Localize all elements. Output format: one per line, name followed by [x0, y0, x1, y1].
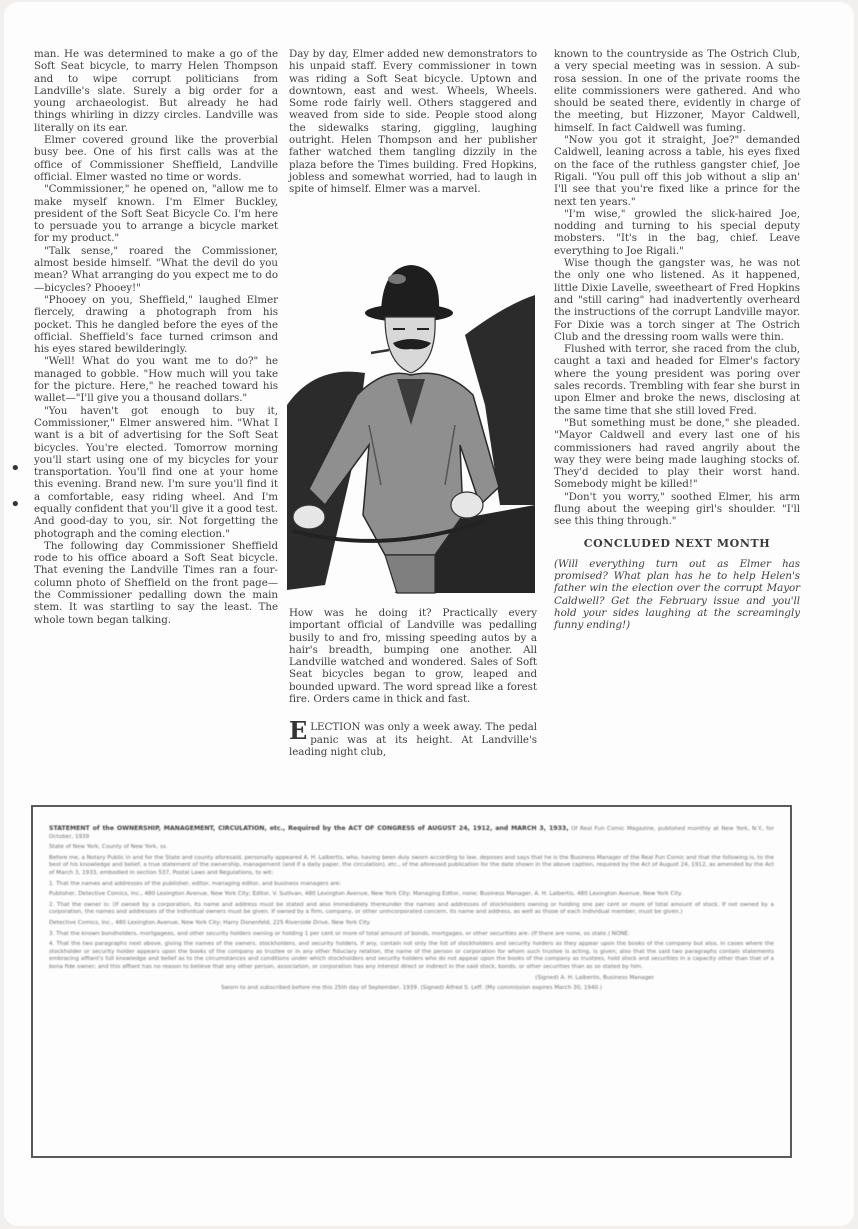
story-column-3 — [554, 48, 800, 632]
story-paragraph: Elmer covered ground like the proverbial busy bee. One of his first calls was at the office of Commissioner Sheffield, Landville official. Elmer wasted no time or words. — [34, 134, 278, 183]
story-paragraph: The following day Commissioner Sheffield rode to his office aboard a Soft Seat bicycle. That evening the Landville Times ran a four-column photo of Sheffield on the front page—the Commissioner pedalling down the main stem. It was startling to say the least. The whole town began talking. — [34, 539, 278, 626]
statement-state-line: State of New York, County of New York, ss. — [49, 844, 168, 851]
story-paragraph: Day by day, Elmer added new demonstrators to his unpaid staff. Every commissioner in town was riding a Soft Seat bicycle. Uptown and downtown, east and west. Wheels, Wheels. Some rode fairly well. Others staggered and weaved from side to side. People stood along the sidewalks staring, giggling, laughing outright. Helen Thompson and her publisher father watched them tangling dizzily in the plaza before the Times building. Fred Hopkins, jobless and somewhat worried, had to laugh in spite of himself. Elmer was a marvel. — [289, 48, 537, 196]
statement-title: STATEMENT of the OWNERSHIP, MANAGEMENT, CIRCULATION, etc., Required by the ACT OF CONGRESS of AUGUST 24, 1912, and MARCH 3, 1933, — [49, 825, 569, 832]
story-paragraph: How was he doing it? Practically every important official of Landville was pedalling busily to and fro, missing speeding autos by a hair's breadth, bumping one another. All Landville watched and wondered. Sales of Soft Seat bicycles began to grow, leaped and bounded upward. The word spread like a forest fire. Orders came in thick and fast. — [289, 607, 537, 706]
next-issue-teaser: (Will everything turn out as Elmer has promised? What plan has he to help Helen's father win the election over the corrupt Mayor Caldwell? Get the February issue and you'll hold your sides laughing at the screamingly funny ending!) — [554, 557, 800, 632]
ownership-statement-box — [31, 805, 792, 1158]
story-column-1 — [34, 48, 278, 626]
statement-paragraph: 2. That the owner is: (If owned by a corporation, its name and address must be stated and also immediately thereunder the names and addresses of stockholders owning or holding one per cent or more of total amount of stock. If not owned by a corporation, the names and addresses of the individual owners must be given. If owned by a firm, company, or other unincorporated concern, its name and address, as well as those of each individual member, must be given.) — [49, 901, 774, 916]
statement-paragraph: Detective Comics, Inc., 480 Lexington Avenue, New York City; Harry Donenfeld, 225 Riverside Drive, New York City. — [49, 919, 371, 926]
story-paragraph: "Talk sense," roared the Commissioner, almost beside himself. "What the devil do you mean? What arranging do you expect me to do—bicycles? Phooey!" — [34, 244, 278, 294]
section-start — [289, 716, 537, 758]
statement-paragraph: Publisher, Detective Comics, Inc., 480 Lexington Avenue, New York City; Editor, V. Sullivan, 480 Lexington Avenue, New York City; Managing Editor, none; Business Manager, A. H. Lalbertis, 480 Lexington Avenue, New York City. — [49, 891, 683, 898]
statement-sworn-line: Sworn to and subscribed before me this 25th day of September, 1939. (Signed) Alfred S. Leff. (My commission expires March 30, 1940.) — [220, 985, 603, 992]
concluded-heading: CONCLUDED NEXT MONTH — [583, 536, 771, 550]
story-paragraph: LECTION was only a week away. The pedal panic was at its height. At Landville's leading night club, — [289, 721, 537, 758]
story-paragraph: "I'm wise," growled the slick-haired Joe, nodding and turning to his special deputy mobsters. "It's in the bag, chief. Leave everything to Joe Rigali." — [554, 207, 800, 257]
statement-paragraph: 4. That the two paragraphs next above, giving the names of the owners, stockholders, and security holders, if any, contain not only the list of stockholders and security holders as they appear upon the books of the company but also, in cases where the stockholder or security holder appears upon the books of the company as trustee or in any other fiduciary relation, the name of the person or corporation for whom such trustee is acting, is given; also that the said two paragraphs contain statements embracing affiant's full knowledge and belief as to the circumstances and conditions under which stockholders and security holders who do not appear upon the books of the company as trustees, hold stock and securities in a capacity other than that of a bona fide owner; and this affiant has no reason to believe that any other person, association, or corporation has any interest direct or indirect in the said stock, bonds, or other securities than as so stated by him. — [49, 941, 774, 970]
story-column-2-top — [289, 48, 537, 196]
story-paragraph: "Now you got it straight, Joe?" demanded Caldwell, leaning across a table, his eyes fixed on the face of the ruthless gangster chief, Joe Rigali. "You pull off this job without a slip an' I'll see that you're fixed like a prince for the next ten years." — [554, 134, 800, 208]
man-on-bicycle-illustration — [285, 255, 537, 595]
margin-mark: • — [10, 458, 21, 479]
statement-signature: (Signed) A. H. Lalbertis, Business Manager — [535, 974, 654, 981]
statement-subtitle: Of Real Fun Comic Magazine, published monthly at New York, N.Y., for October, 1939 — [49, 826, 774, 840]
story-paragraph: "But something must be done," she pleaded. "Mayor Caldwell and every last one of his commissioners had raved angrily about the way they were being made laughing stocks of. They'd decided to play their worst hand. Somebody might be killed!" — [554, 416, 800, 491]
story-paragraph: "Well! What do you want me to do?" he managed to gobble. "How much will you take for the picture. Here," he reached toward his wallet—"I'll give you a thousand dollars." — [34, 355, 278, 405]
statement-paragraph: 3. That the known bondholders, mortgagees, and other security holders owning or holding 1 per cent or more of total amount of bonds, mortgages, or other securities are: (If there are none, so state.) NONE. — [49, 930, 630, 937]
magazine-page — [4, 2, 854, 1226]
dropcap-letter: E — [289, 716, 308, 746]
statement-title-line — [49, 825, 774, 841]
story-paragraph: Flushed with terror, she raced from the club, caught a taxi and headed for Elmer's factory where the young president was poring over sales records. Trembling with fear she burst in upon Elmer and broke the news, disclosing at the same time that she still loved Fred. — [554, 343, 800, 417]
statement-paragraph: 1. That the names and addresses of the publisher, editor, managing editor, and business managers are: — [49, 880, 342, 887]
story-paragraph: "Phooey on you, Sheffield," laughed Elmer fiercely, drawing a photograph from his pocket. This he dangled before the eyes of the official. Sheffield's face turned crimson and his eyes stared bewilderingly. — [34, 293, 278, 356]
story-paragraph: "You haven't got enough to buy it, Commissioner," Elmer answered him. "What I want is a bit of advertising for the Soft Seat bicycles. You're elected. Tomorrow morning you'll start using one of my bicycles for your transportation. You'll find one at your home this evening. Brand new. I'm sure you'll find it a comfortable, easy riding wheel. And I'm equally confident that you'll give it a good test. And good-day to you, sir. Not forgetting the photograph and the coming election." — [34, 404, 278, 540]
story-paragraph: known to the countryside as The Ostrich Club, a very special meeting was in session. A sub-rosa session. In one of the private rooms the elite commissioners were gathered. And who should be seated there, evidently in charge of the meeting, but Hizzoner, Mayor Caldwell, himself. In fact Caldwell was fuming. — [554, 48, 800, 134]
statement-paragraph: Before me, a Notary Public in and for the State and county aforesaid, personally appeared A. H. Lalbertis, who, having been duly sworn according to law, deposes and says that he is the Business Manager of the Real Fun Comic and that the following is, to the best of his knowledge and belief, a true statement of the ownership, management (and if a daily paper, the circulation), etc., of the aforesaid publication for the date shown in the above caption, required by the Act of August 24, 1912, as amended by the Act of March 3, 1933, embodied in section 537, Postal Laws and Regulations, to wit: — [49, 854, 774, 876]
story-column-2-bottom — [289, 607, 537, 758]
story-paragraph: Wise though the gangster was, he was not the only one who listened. As it happened, little Dixie Lavelle, sweetheart of Fred Hopkins and "still caring" had inadvertently overheard the instructions of the corrupt Landville mayor. For Dixie was a torch singer at The Ostrich Club and the dressing room walls were thin. — [554, 257, 800, 343]
ownership-statement — [49, 825, 774, 1146]
margin-mark: • — [10, 494, 21, 515]
story-paragraph: "Don't you worry," soothed Elmer, his arm flung about the weeping girl's shoulder. "I'll see this thing through." — [554, 490, 800, 528]
story-paragraph: man. He was determined to make a go of the Soft Seat bicycle, to marry Helen Thompson and to wipe corrupt politicians from Landville's slate. Surely a big order for a young archaeologist. But already he had things whirling in dizzy circles. Landville was literally on its ear. — [34, 48, 278, 134]
story-paragraph: "Commissioner," he opened on, "allow me to make myself known. I'm Elmer Buckley, president of the Soft Seat Bicycle Co. I'm here to persuade you to arrange a bicycle market for my product." — [34, 183, 278, 245]
